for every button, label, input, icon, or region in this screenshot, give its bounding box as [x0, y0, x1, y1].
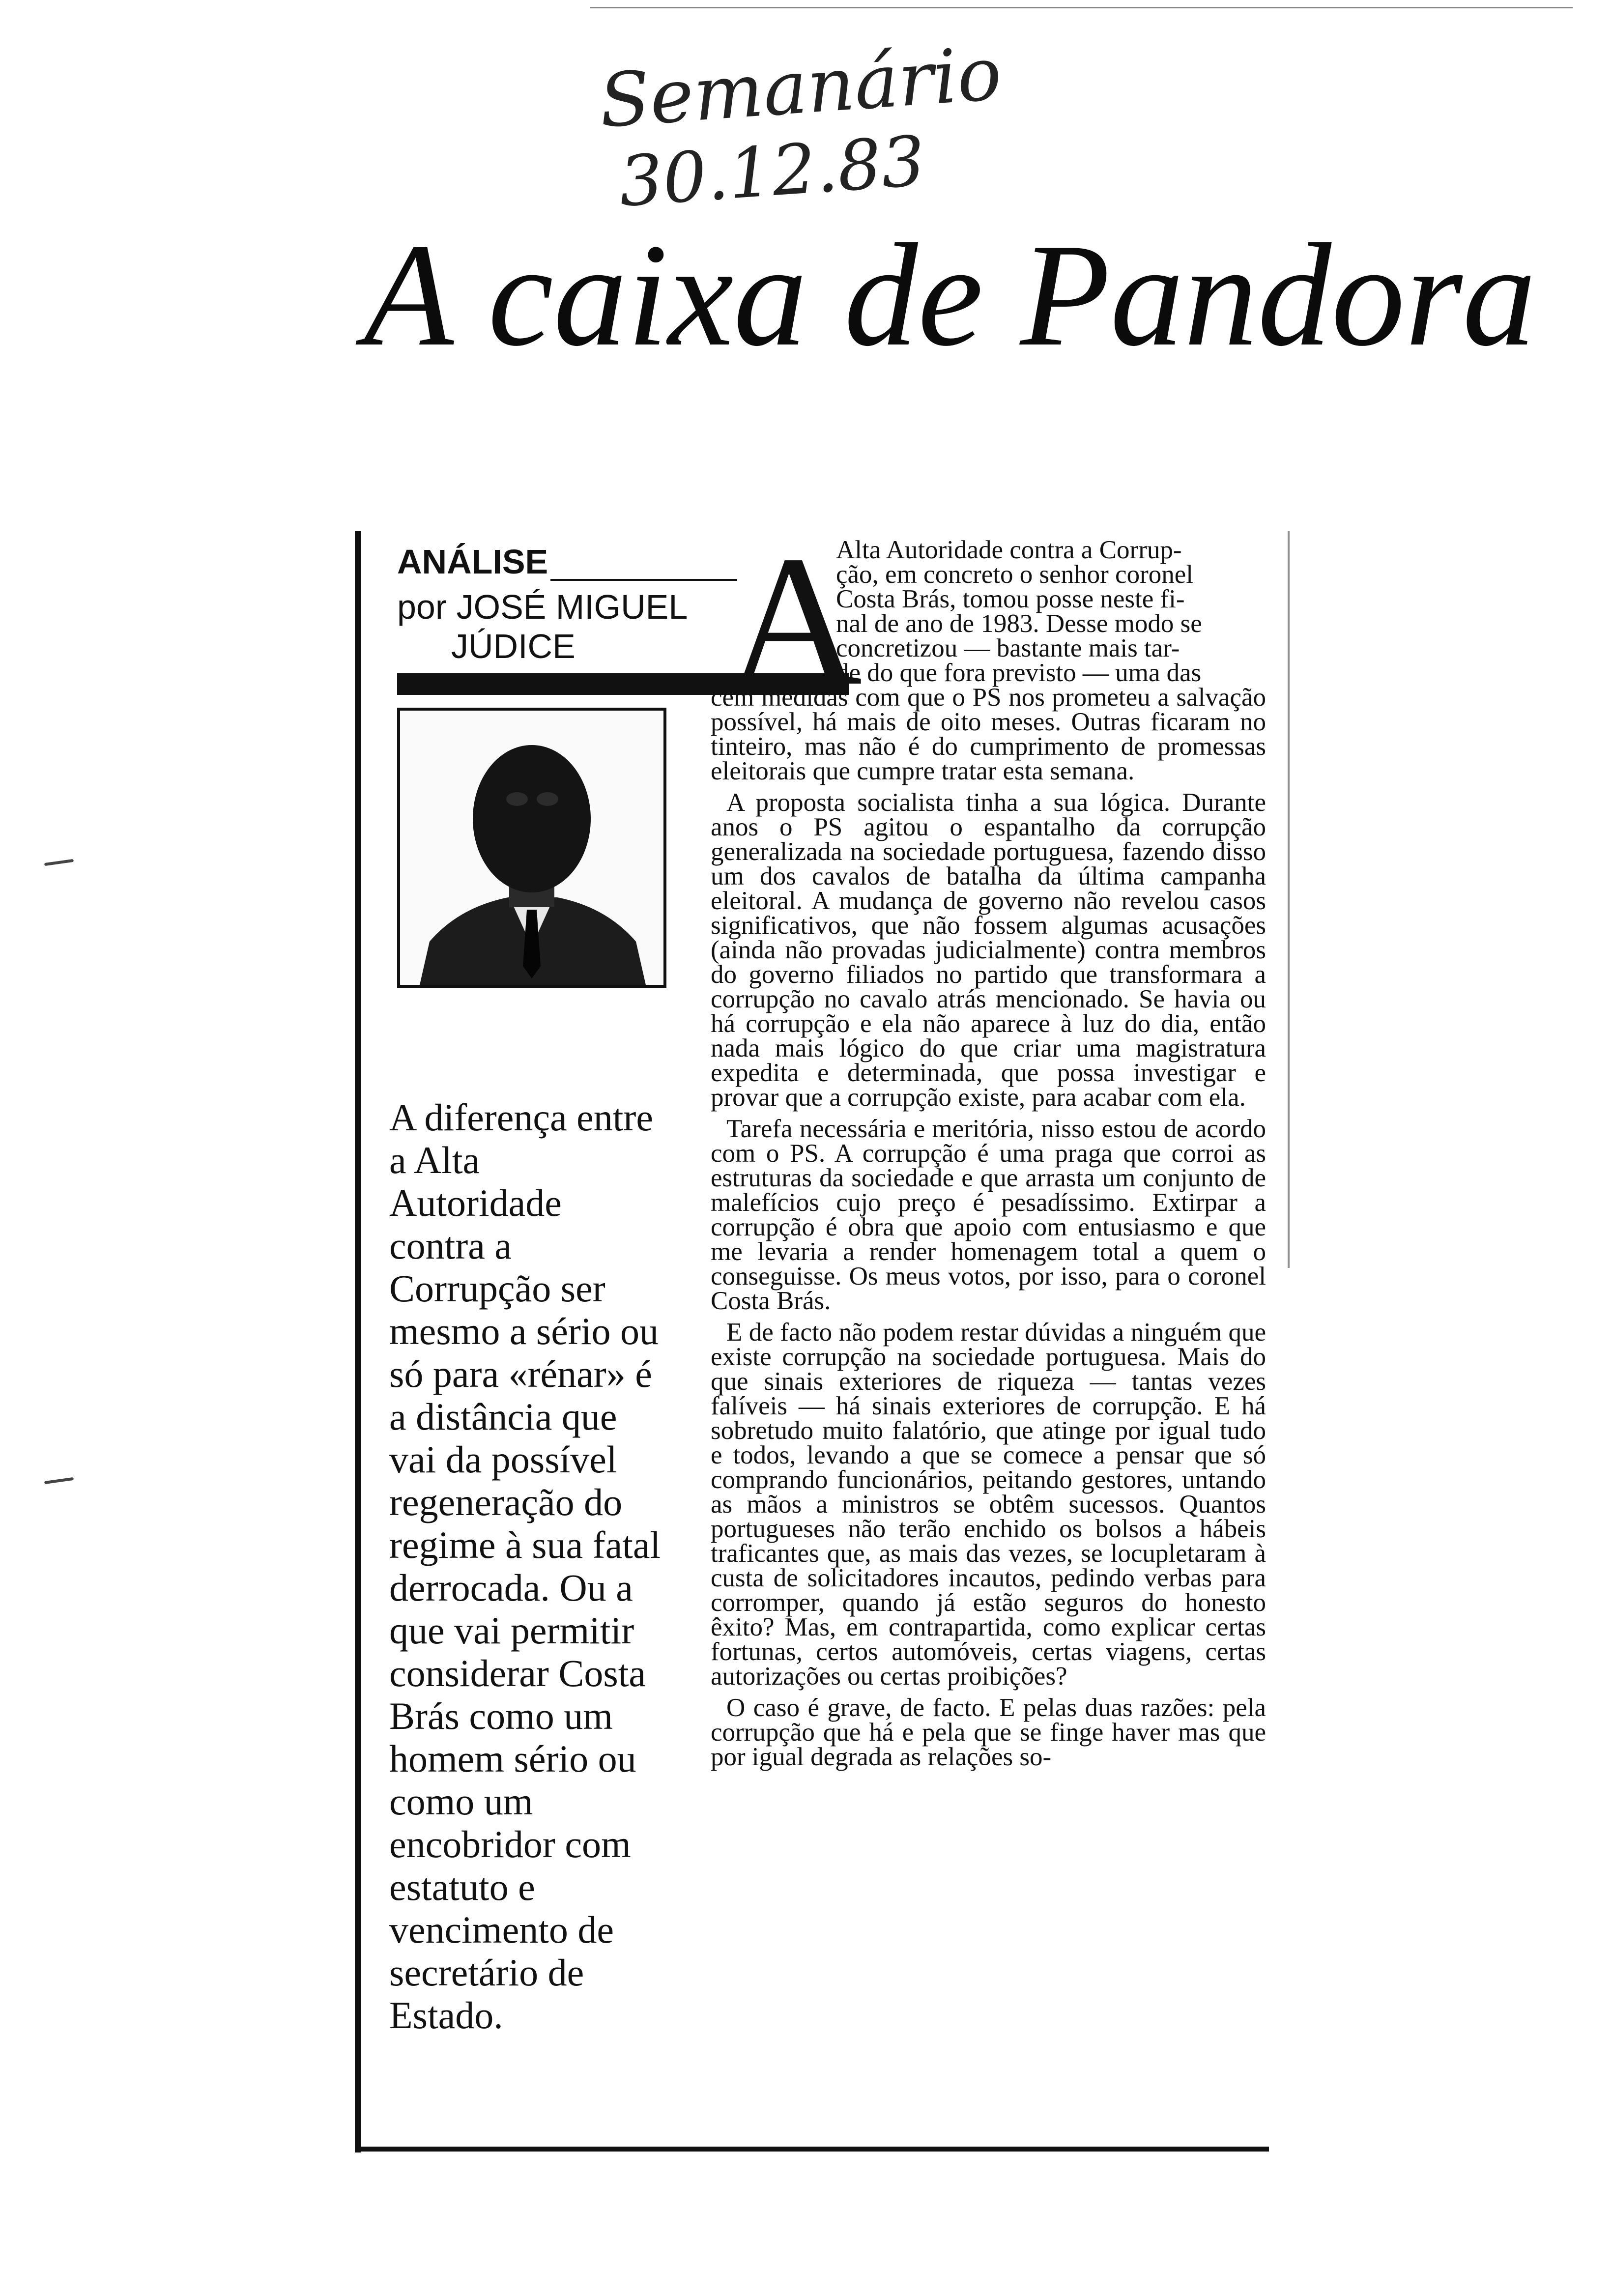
- article-paragraph: O caso é grave, de facto. E pelas duas razões: pela corrupção que há e pela que se finge haver mas que por igual degrada as relações so-: [711, 1693, 1266, 1771]
- pull-quote-line: derrocada. Ou a: [389, 1566, 633, 1609]
- article-paragraph: cem medidas com que o PS nos prometeu a salvação possível, há mais de oito meses. Outras ficaram no tinteiro, mas não é do cumprimento de promessas eleitorais que cumpre tratar esta semana.: [711, 683, 1266, 785]
- pull-quote-line: vencimento de: [389, 1908, 614, 1951]
- pull-quote-line: Estado.: [389, 1994, 503, 2037]
- pull-quote-line: regeneração do: [389, 1481, 623, 1523]
- pull-quote-line: regime à sua fatal: [389, 1523, 661, 1566]
- pull-quote-line: Corrupção ser: [389, 1267, 605, 1310]
- article-lead: [711, 538, 1266, 685]
- headline: A caixa de Pandora: [364, 213, 1536, 376]
- handwritten-date: 30.12.83: [616, 121, 928, 223]
- drop-cap: A: [727, 517, 863, 724]
- pull-quote-line: mesmo a sério ou: [389, 1310, 659, 1352]
- article-paragraph: A proposta socialista tinha a sua lógica. Durante anos o PS agitou o espantalho da corrupção generalizada na sociedade portuguesa, fazendo disso um dos cavalos de batalha da última campanha eleitoral. A mudança de governo não revelou casos significativos, que não fossem algumas acusações (ainda não provadas judicialmente) contra membros do governo filiados no partido que transformara a corrupção no cavalo atrás mencionado. Se havia ou há corrupção e ela não aparece à luz do dia, então nada mais lógico do que criar uma magistratura expedita e determinada, que possa investigar e provar que a corrupção existe, para acabar com ela.: [711, 788, 1266, 1112]
- section-label: ANÁLISE: [397, 543, 548, 581]
- column-left-rule: [355, 531, 361, 2152]
- pull-quote-line: secretário de: [389, 1951, 584, 1994]
- pull-quote-line: A diferença entre: [389, 1096, 654, 1139]
- article-lead-line: Costa Brás, tomou posse neste fi-: [836, 585, 1185, 613]
- handwritten-publication: Semanário: [596, 31, 1005, 144]
- pull-quote-line: Brás como um: [389, 1694, 613, 1737]
- pull-quote-line: a Alta: [389, 1139, 480, 1181]
- right-margin-rule: [1288, 531, 1290, 1268]
- pull-quote-line: estatuto e: [389, 1866, 535, 1908]
- author-portrait-image: [400, 711, 663, 985]
- pull-quote-line: vai da possível: [389, 1438, 617, 1481]
- column-bottom-rule: [355, 2147, 1269, 2152]
- article-lead-line: Alta Autoridade contra a Corrup-: [836, 536, 1182, 564]
- pull-quote-line: contra a: [389, 1224, 512, 1267]
- byline-surname: JÚDICE: [451, 627, 576, 665]
- top-rule: [590, 7, 1573, 8]
- section-rule: [550, 579, 737, 581]
- pull-quote-line: considerar Costa: [389, 1652, 646, 1694]
- article-paragraphs: [711, 685, 1266, 1769]
- byline-prefix: por JOSÉ MIGUEL: [397, 588, 688, 626]
- author-photo: [397, 708, 666, 988]
- article-lead-line: de do que fora previsto — uma das: [836, 659, 1202, 687]
- scan-mark: [44, 859, 74, 866]
- pull-quote-line: homem sério ou: [389, 1737, 636, 1780]
- article-paragraph: E de facto não podem restar dúvidas a ninguém que existe corrupção na sociedade portuguesa. Mais do que sinais exteriores de riqueza — tantas vezes falíveis — há sinais exteriores de corrupção. E há sobretudo muito falatório, que atinge por igual tudo e todos, levando a que se comece a pensar que só comprando funcionários, peitando gestores, untando as mãos a ministros se obtêm sucessos. Quantos portugueses não terão enchido os bolsos a hábeis traficantes que, as mais das vezes, se locupletaram à custa de solicitadores incautos, pedindo verbas para corromper, quando já estão seguros do honesto êxito? Mas, em contrapartida, como explicar certas fortunas, certos automóveis, certas viagens, certas autorizações ou certas proibições?: [711, 1318, 1266, 1691]
- article-lead-line: concretizou — bastante mais tar-: [836, 634, 1180, 662]
- pull-quote-line: como um: [389, 1780, 533, 1823]
- article-lead-line: nal de ano de 1983. Desse modo se: [836, 609, 1202, 638]
- article-body: [711, 538, 1266, 1776]
- article-lead-line: ção, em concreto o senhor coronel: [836, 560, 1193, 589]
- pull-quote-line: Autoridade: [389, 1181, 562, 1224]
- pull-quote: [389, 1096, 694, 2037]
- article-paragraph: Tarefa necessária e meritória, nisso estou de acordo com o PS. A corrupção é uma praga que corroi as estruturas da sociedade e que arrasta um conjunto de malefícios cujo preço é pesadíssimo. Extirpar a corrupção é obra que apoio com entusiasmo e que me levaria a render homenagem total a quem o conseguisse. Os meus votos, por isso, para o coronel Costa Brás.: [711, 1115, 1266, 1315]
- scan-mark: [44, 1477, 74, 1484]
- pull-quote-line: a distância que: [389, 1395, 617, 1438]
- pull-quote-line: encobridor com: [389, 1823, 631, 1866]
- pull-quote-line: só para «rénar» é: [389, 1352, 652, 1395]
- pull-quote-line: que vai permitir: [389, 1609, 634, 1652]
